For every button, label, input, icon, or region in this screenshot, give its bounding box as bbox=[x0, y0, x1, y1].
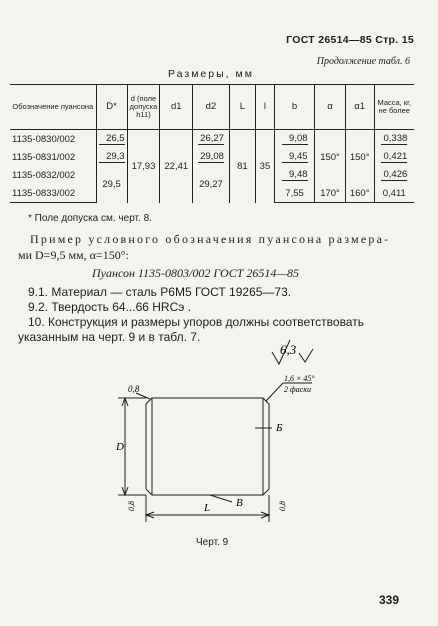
chamfer-right-label: 0,8 bbox=[278, 501, 287, 511]
table-continuation: Продолжение табл. 6 bbox=[316, 56, 410, 67]
col-L: L bbox=[229, 85, 255, 130]
cell-mass: 0,411 bbox=[374, 184, 414, 203]
roughness-check-icon bbox=[299, 349, 313, 362]
cell-designation: 1135-0832/002 bbox=[12, 169, 76, 181]
cell-b: 9,48 bbox=[274, 166, 314, 184]
cell-alpha-bottom: 170° bbox=[315, 184, 346, 203]
cell-mass: 0,421 bbox=[374, 148, 414, 166]
cell-b: 7,55 bbox=[274, 184, 314, 203]
col-d2: d2 bbox=[193, 85, 230, 130]
page-number: 339 bbox=[379, 593, 400, 607]
roughness-value: 6,3 bbox=[280, 342, 297, 357]
cell-b: 9,45 bbox=[274, 148, 314, 166]
example-heading: Пример условного обозначения пуансона размера- bbox=[30, 232, 391, 246]
length-label: L bbox=[204, 502, 211, 514]
example-designation: Пуансон 1135-0803/002 ГОСТ 26514—85 bbox=[92, 266, 300, 280]
example-params: ми D=9,5 мм, α=150°: bbox=[18, 248, 129, 262]
col-b: b bbox=[274, 85, 314, 130]
chamfer-count-label: 2 фаски bbox=[284, 385, 311, 394]
col-D: D* bbox=[96, 85, 127, 130]
item-hardness: 9.2. Твердость 64...66 HRCэ . bbox=[28, 300, 192, 314]
cell-alpha1-top: 150° bbox=[345, 130, 374, 185]
item-material: 9.1. Материал — сталь Р6М5 ГОСТ 19265—73. bbox=[28, 285, 292, 299]
col-l: l bbox=[256, 85, 275, 130]
col-designation: Обозначение пуансона bbox=[10, 85, 96, 130]
cell-d2: 29,08 bbox=[193, 148, 230, 166]
cell-designation: 1135-0833/002 bbox=[10, 184, 96, 203]
surface-v-label: В bbox=[236, 497, 243, 509]
col-alpha: α bbox=[315, 85, 346, 130]
chamfer-top-label: 0,8 bbox=[128, 384, 140, 394]
surface-b-label: Б bbox=[276, 422, 283, 434]
cell-d: 17,93 bbox=[127, 130, 160, 203]
cell-d1: 22,41 bbox=[160, 130, 193, 203]
standard-header: ГОСТ 26514—85 Стр. 15 bbox=[286, 34, 414, 46]
cell-D: 26,5 bbox=[96, 130, 127, 149]
col-alpha1: α1 bbox=[345, 85, 374, 130]
cell-b: 9,08 bbox=[274, 130, 314, 149]
cell-L: 81 bbox=[229, 130, 255, 203]
diameter-label: D bbox=[116, 441, 124, 453]
cell-designation: 1135-0830/002 bbox=[12, 133, 76, 145]
table-title: Размеры, мм bbox=[168, 68, 254, 80]
table-footnote: * Поле допуска см. черт. 8. bbox=[28, 213, 152, 224]
punch-body-outline bbox=[146, 398, 269, 495]
cell-mass: 0,426 bbox=[374, 166, 414, 184]
chamfer-size-label: 1,6 × 45° bbox=[284, 374, 315, 383]
cell-alpha1-bottom: 160° bbox=[345, 184, 374, 203]
cell-mass: 0,338 bbox=[374, 130, 414, 149]
col-d: d (поле допуска h11) bbox=[127, 85, 160, 130]
col-mass: Масса, кг, не более bbox=[374, 85, 414, 130]
item-stops-construction: 10. Конструкция и размеры упоров должны соответствовать bbox=[28, 315, 364, 329]
cell-D: 29,5 bbox=[96, 166, 127, 203]
drawing-caption: Черт. 9 bbox=[196, 537, 229, 548]
cell-D: 29,3 bbox=[96, 148, 127, 166]
cell-alpha-top: 150° bbox=[315, 130, 346, 185]
cell-l: 35 bbox=[256, 130, 275, 203]
item-stops-reference: указанным на черт. 9 и в табл. 7. bbox=[18, 330, 201, 344]
cell-d2: 29,27 bbox=[193, 166, 230, 203]
chamfer-left-label: 0,8 bbox=[127, 501, 136, 511]
col-d1: d1 bbox=[160, 85, 193, 130]
cell-d2: 26,27 bbox=[193, 130, 230, 149]
cell-designation: 1135-0831/002 bbox=[12, 151, 76, 163]
